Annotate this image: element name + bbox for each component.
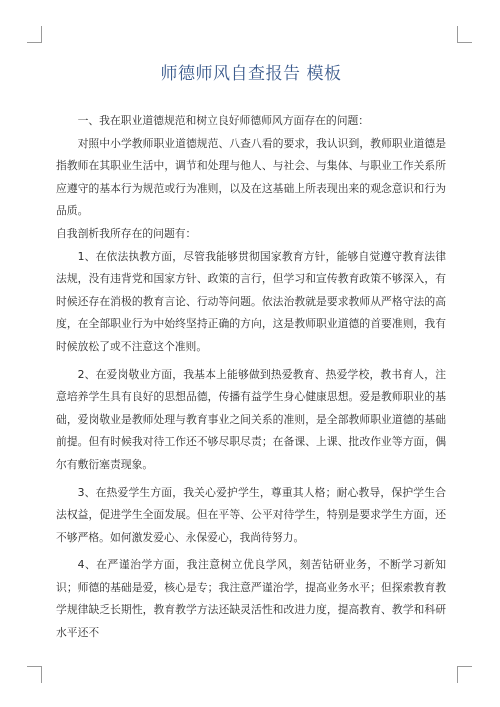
paragraph-item-4: 4、在严谨治学方面，我注意树立优良学风，刻苦钻研业务，不断学习新知识；师德的基础是爱，核心是专；我注意严谨治学，提高业务水平；但探索教育教学规律缺乏长期性，教育教学方法还缺灵活性和改进力度，提高教育、教学和科研水平还不 [56,558,446,640]
crop-mark-bottom-left [27,666,42,683]
document-title: 师德师风自查报告 模板 [160,64,342,84]
paragraph-self-analysis: 自我剖析我所存在的问题有： [56,226,197,240]
document-page [56,62,446,645]
section-heading: 一、我在职业道德规范和树立良好师德师风方面存在的问题： [77,114,370,127]
crop-mark-top-right [457,26,472,43]
crop-mark-top-left [27,26,42,43]
paragraph-item-2: 2、在爱岗敬业方面，我基本上能够做到热爱教育、热爱学校，教书育人，注意培养学生具有良好的思想品德，传播有益学生身心健康思想。爱是教师职业的基础，爱岗敬业是教师处理与教育事业之间关系的准则，是全部教师职业道德的基础前提。但有时候我对待工作还不够尽职尽责；在备课、上课、批改作业等方面，偶尔有敷衍塞责现象。 [56,367,446,471]
crop-mark-bottom-right [457,666,472,683]
paragraph-item-1: 1、在依法执教方面，尽管我能够贯彻国家教育方针，能够自觉遵守教育法律法规，没有违背党和国家方针、政策的言行，但学习和宣传教育政策不够深入，有时候还存在消极的教育言论、行动等问题。依法治教就是要求教师从严格守法的高度，在全部职业行为中始终坚持正确的方向，这是教师职业道德的首要准则，我有时候放松了或不注意这个准则。 [56,249,446,353]
paragraph-definition: 对照中小学教师职业道德规范、八查八看的要求，我认识到，教师职业道德是指教师在其职业生活中，调节和处理与他人、与社会、与集体、与职业工作关系所应遵守的基本行为规范或行为准则，以及在这基础上所表现出来的观念意识和行为品质。 [56,136,446,218]
paragraph-item-3: 3、在热爱学生方面，我关心爱护学生，尊重其人格；耐心教导，保护学生合法权益，促进学生全面发展。但在平等、公平对待学生，特别是要求学生方面，还不够严格。如何激发爱心、永保爱心，我尚待努力。 [56,485,446,544]
